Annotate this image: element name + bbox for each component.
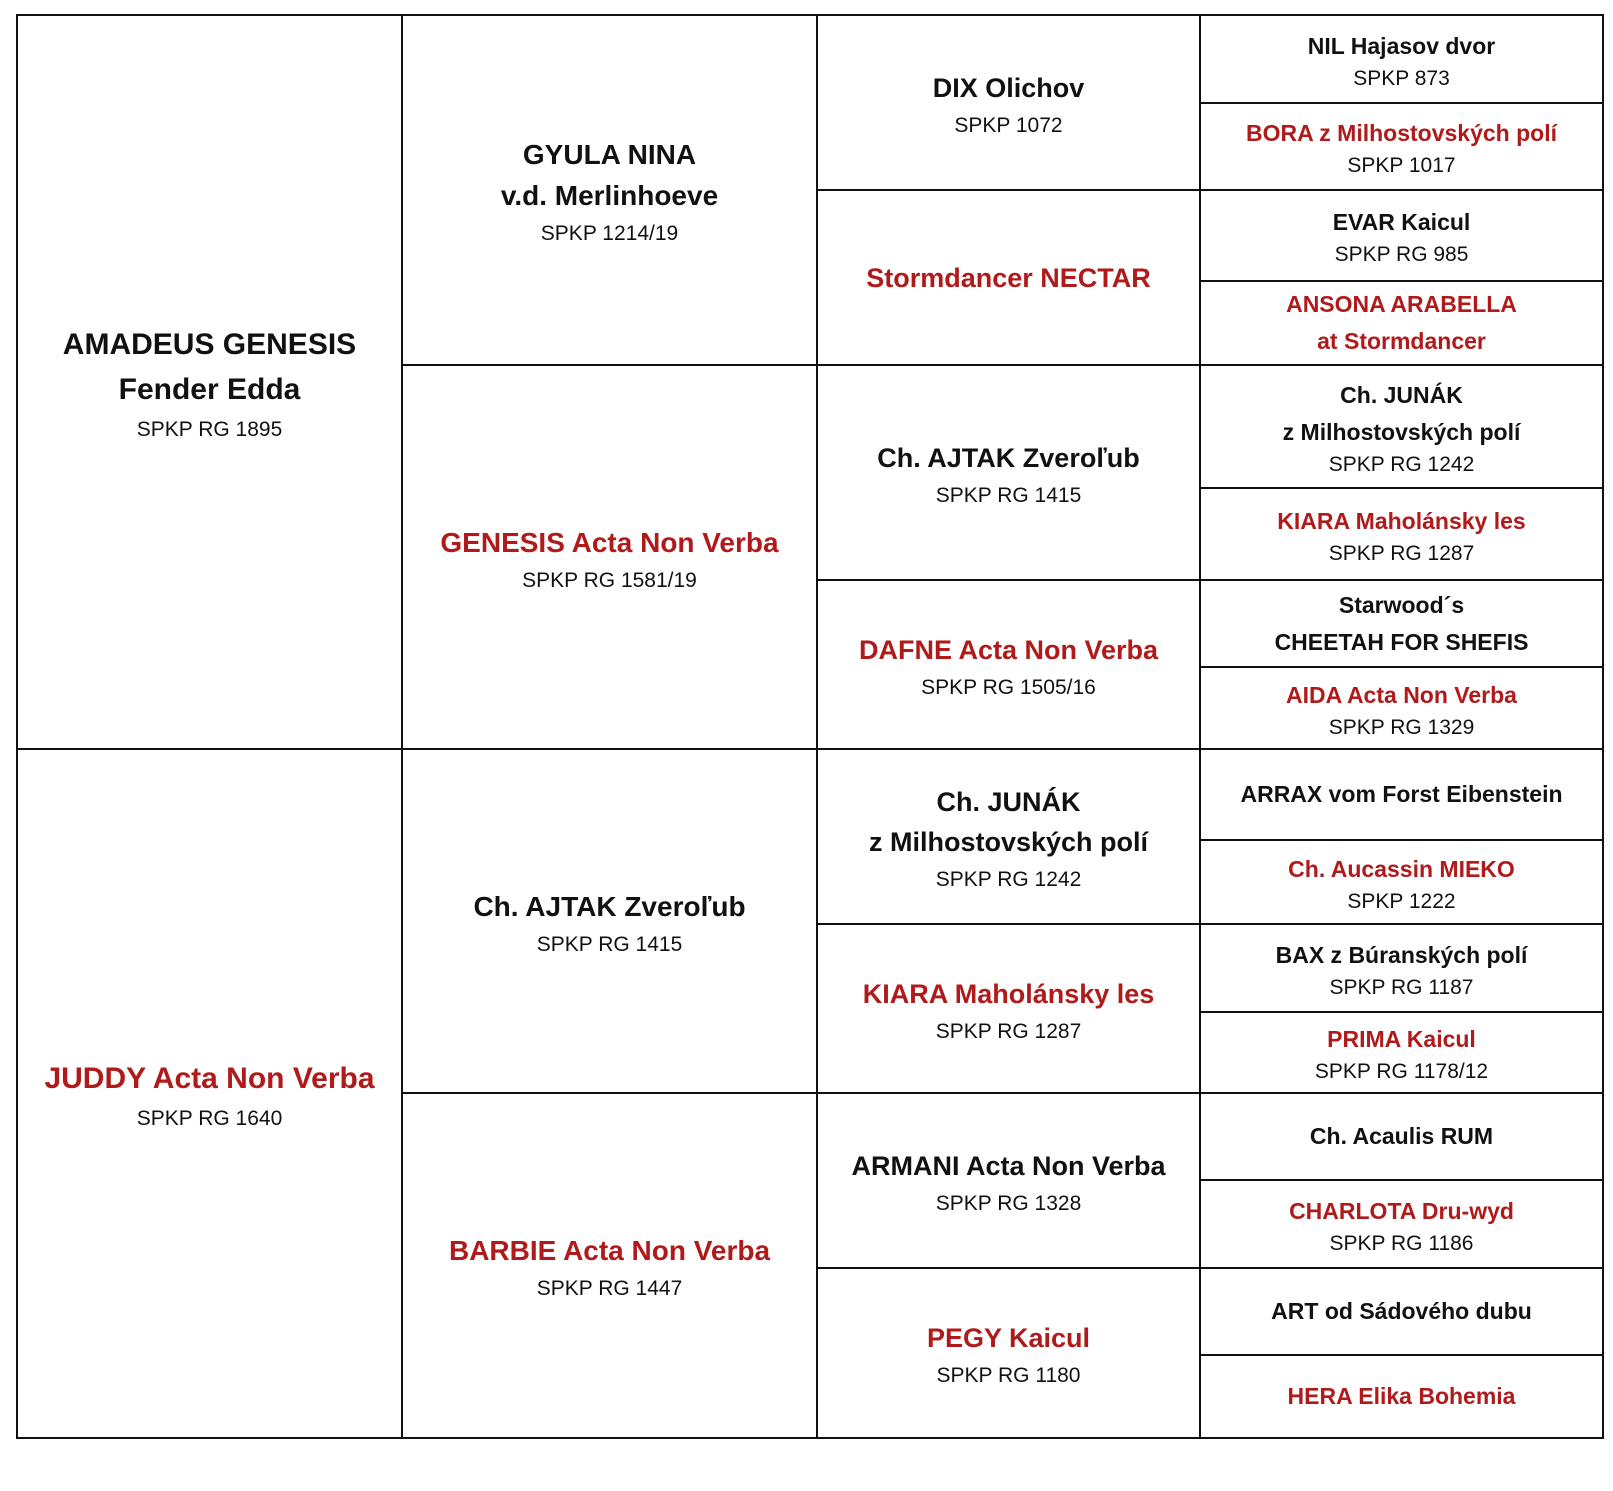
- gen4-registration: SPKP RG 1287: [1328, 541, 1475, 565]
- gen3-registration: SPKP RG 1242: [935, 867, 1082, 891]
- pedigree-cell-gen3: [816, 1267, 1201, 1439]
- gen4-registration: SPKP RG 1242: [1328, 452, 1475, 476]
- pedigree-cell-gen4: [1199, 1179, 1604, 1269]
- dam-sire-name: Ch. AJTAK Zveroľub: [473, 890, 746, 922]
- pedigree-cell-gen4: [1199, 364, 1604, 489]
- sire-sire-registration: SPKP 1214/19: [540, 222, 679, 245]
- pedigree-cell-gen4: [1199, 14, 1604, 104]
- gen4-name: BORA z Milhostovských polí: [1246, 120, 1557, 146]
- gen3-name: Ch. JUNÁK z Milhostovských polí: [868, 786, 1149, 857]
- gen4-name: PRIMA Kaicul: [1327, 1026, 1476, 1052]
- gen4-registration: SPKP RG 985: [1334, 243, 1469, 266]
- sire-dam-name: GENESIS Acta Non Verba: [440, 526, 779, 558]
- dam-dam-registration: SPKP RG 1447: [536, 1277, 683, 1300]
- pedigree-cell-sire: [16, 14, 403, 750]
- pedigree-cell-gen4: [1199, 1354, 1604, 1439]
- gen4-registration: SPKP RG 1178/12: [1314, 1060, 1489, 1083]
- gen3-registration: SPKP RG 1287: [935, 1019, 1082, 1043]
- pedigree-cell-dam: [16, 748, 403, 1439]
- gen3-name: PEGY Kaicul: [926, 1323, 1091, 1353]
- gen4-name: ARRAX vom Forst Eibenstein: [1240, 781, 1563, 807]
- pedigree-cell-gen4: [1199, 1092, 1604, 1181]
- pedigree-cell-gen4: [1199, 579, 1604, 668]
- gen3-name: KIARA Maholánsky les: [862, 978, 1155, 1009]
- gen4-name: NIL Hajasov dvor: [1307, 32, 1496, 59]
- pedigree-cell-gen3: [816, 579, 1201, 750]
- pedigree-cell-gen4: [1199, 102, 1604, 191]
- sire-dam-registration: SPKP RG 1581/19: [522, 568, 697, 592]
- dog-name: AMADEUS GENESIS Fender Edda: [62, 328, 357, 406]
- gen3-name: Stormdancer NECTAR: [866, 262, 1151, 293]
- gen4-name: KIARA Maholánsky les: [1277, 507, 1526, 534]
- gen4-name: AIDA Acta Non Verba: [1286, 681, 1517, 708]
- dam-registration: SPKP RG 1640: [136, 1107, 283, 1130]
- gen3-name: ARMANI Acta Non Verba: [851, 1150, 1166, 1181]
- gen3-name: DIX Olichov: [932, 72, 1085, 103]
- gen3-name: Ch. AJTAK Zveroľub: [877, 442, 1140, 473]
- pedigree-cell-gen4: [1199, 748, 1604, 841]
- pedigree-cell-gen4: [1199, 280, 1604, 366]
- pedigree-cell-gen3: [816, 364, 1201, 581]
- pedigree-cell-gen3: [816, 189, 1201, 366]
- gen4-name: Ch. Aucassin MIEKO: [1288, 855, 1515, 882]
- pedigree-cell-sire-dam: [401, 364, 818, 750]
- gen4-name: EVAR Kaicul: [1332, 209, 1471, 235]
- pedigree-cell-gen4: [1199, 923, 1604, 1013]
- gen4-name: Starwood´s CHEETAH FOR SHEFIS: [1274, 591, 1529, 655]
- gen4-name: HERA Elika Bohemia: [1287, 1383, 1516, 1409]
- pedigree-cell-gen4: [1199, 666, 1604, 750]
- gen4-name: BAX z Búranských polí: [1275, 941, 1528, 968]
- pedigree-cell-dam-dam: [401, 1092, 818, 1439]
- gen4-registration: SPKP RG 1186: [1329, 1231, 1474, 1255]
- gen4-registration: SPKP 873: [1353, 66, 1450, 90]
- gen4-name: CHARLOTA Dru-wyd: [1289, 1197, 1514, 1224]
- pedigree-cell-gen3: [816, 14, 1201, 191]
- pedigree-cell-gen3: [816, 923, 1201, 1094]
- pedigree-cell-gen4: [1199, 1267, 1604, 1356]
- gen4-registration: SPKP RG 1329: [1328, 715, 1475, 739]
- gen4-name: ANSONA ARABELLA at Stormdancer: [1286, 291, 1517, 354]
- dog-registration: SPKP RG 1895: [136, 418, 283, 441]
- gen4-registration: SPKP 1222: [1347, 889, 1456, 913]
- dam-dam-name: BARBIE Acta Non Verba: [448, 1235, 771, 1266]
- sire-sire-name: GYULA NINA v.d. Merlinhoeve: [500, 139, 719, 211]
- gen4-registration: SPKP 1017: [1347, 154, 1456, 177]
- gen3-name: DAFNE Acta Non Verba: [858, 634, 1159, 665]
- dam-sire-registration: SPKP RG 1415: [536, 932, 683, 956]
- gen3-registration: SPKP RG 1180: [936, 1364, 1081, 1387]
- gen4-name: Ch. JUNÁK z Milhostovských polí: [1282, 381, 1521, 445]
- dam-name: JUDDY Acta Non Verba: [44, 1062, 375, 1095]
- pedigree-cell-dam-sire: [401, 748, 818, 1094]
- pedigree-cell-gen4: [1199, 487, 1604, 581]
- gen3-registration: SPKP 1072: [954, 113, 1063, 137]
- gen3-registration: SPKP RG 1505/16: [921, 675, 1096, 699]
- pedigree-cell-gen4: [1199, 839, 1604, 925]
- pedigree-cell-gen3: [816, 748, 1201, 925]
- gen4-name: Ch. Acaulis RUM: [1309, 1123, 1494, 1149]
- pedigree-cell-gen3: [816, 1092, 1201, 1269]
- gen4-name: ART od Sádového dubu: [1271, 1298, 1532, 1324]
- pedigree-cell-gen4: [1199, 1011, 1604, 1094]
- pedigree-cell-gen4: [1199, 189, 1604, 282]
- gen4-registration: SPKP RG 1187: [1329, 975, 1474, 999]
- pedigree-cell-sire-sire: [401, 14, 818, 366]
- gen3-registration: SPKP RG 1328: [935, 1191, 1082, 1215]
- gen3-registration: SPKP RG 1415: [935, 483, 1082, 507]
